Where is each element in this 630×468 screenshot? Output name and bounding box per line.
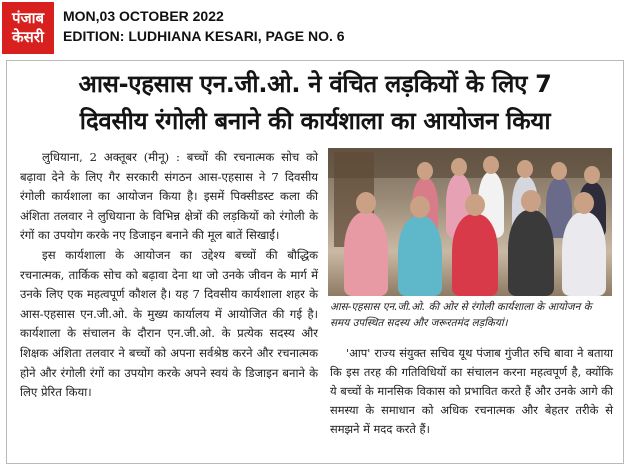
paragraph-1: लुधियाना, 2 अक्तूबर (मीनू) : बच्चों की रचनात्मक सोच को बढ़ावा देने के लिए गैर सरकारी संगठन आस-एहसास ने 7 दिवसीय रंगोली कार्यशाला का आयोजन किया है। इसमें पिक्सीडस्ट कला की अंशिता तलवार ने लुधियाना के विभिन्न क्षेत्रों की लड़कियों को रंगोली के रंगों का उपयोग करके नए डिजाइन बनाने की मूल बातें सिखाईं।: [20, 150, 318, 243]
paragraph-2: इस कार्यशाला के आयोजन का उद्देश्य बच्चों की बौद्धिक रचनात्मक, तार्किक सोच को बढ़ावा देना था जो उनके जीवन के मार्ग में उनके लिए एक महत्वपूर्ण कौशल है। यह 7 दिवसीय कार्यशाला शहर के आस-एहसास एन.जी.ओ. के मुख्य कार्यालय में आयोजित की गई है। कार्यशाला के संचालन के दौरान एन.जी.ओ. के प्रत्येक सदस्य और शिक्षक अंशिता तलवार ने बच्चों को अपना सर्वश्रेष्ठ करने और रचनात्मक होने और रंगोली रंगों का उपयोग करके अपने स्वयं के डिजाइन बनाने के लिए प्रेरित किया।: [20, 247, 318, 400]
photo-head: [483, 156, 499, 174]
photo-head: [356, 192, 376, 214]
photo-head: [584, 166, 600, 184]
photo-head: [517, 160, 533, 178]
photo-head: [417, 162, 433, 180]
article-headline: [10, 66, 620, 140]
photo-caption: आस-एहसास एन.जी.ओ. की ओर से रंगोली कार्यशाला के आयोजन के समय उपस्थित सदस्य और जरूरतमंद लड़कियां।: [330, 301, 592, 329]
photo-head: [551, 162, 567, 180]
photo-head: [574, 192, 594, 214]
newspaper-logo: [2, 2, 54, 54]
logo-line-2: केसरी: [12, 28, 44, 46]
photo-head: [465, 194, 485, 216]
photo-person: [508, 210, 554, 296]
paragraph-3: 'आप' राज्य संयुक्त सचिव यूथ पंजाब गुंजीत रुचि बावा ने बताया कि इस तरह की गतिविधियों का संचालन करना महत्वपूर्ण है, क्योंकि ये बच्चों के मानसिक विकास को प्रभावित करते हैं और उनके आगे की समस्या के समाधान को अधिक रचनात्मक और बेहतर तरीके से समझने में मदद करते हैं।: [330, 346, 613, 436]
headline-line-1: आस-एहसास एन.जी.ओ. ने वंचित लड़कियों के लिए 7: [78, 70, 552, 98]
photo-head: [410, 196, 430, 218]
edition-meta: [63, 6, 345, 46]
photo-head: [521, 190, 541, 212]
photo-person: [452, 214, 498, 296]
photo-person: [398, 216, 442, 296]
logo-line-1: पंजाब: [11, 9, 45, 27]
photo-head: [451, 158, 467, 176]
photo-person: [562, 212, 606, 296]
article-left-column: [20, 148, 318, 403]
date-line: MON,03 OCTOBER 2022: [63, 8, 224, 24]
photo-person: [344, 212, 388, 296]
article-right-column: [330, 344, 613, 439]
headline-line-2: दिवसीय रंगोली बनाने की कार्यशाला का आयोजन किया: [79, 107, 551, 135]
edition-line: EDITION: LUDHIANA KESARI, PAGE NO. 6: [63, 28, 345, 44]
group-photo: [328, 148, 612, 296]
